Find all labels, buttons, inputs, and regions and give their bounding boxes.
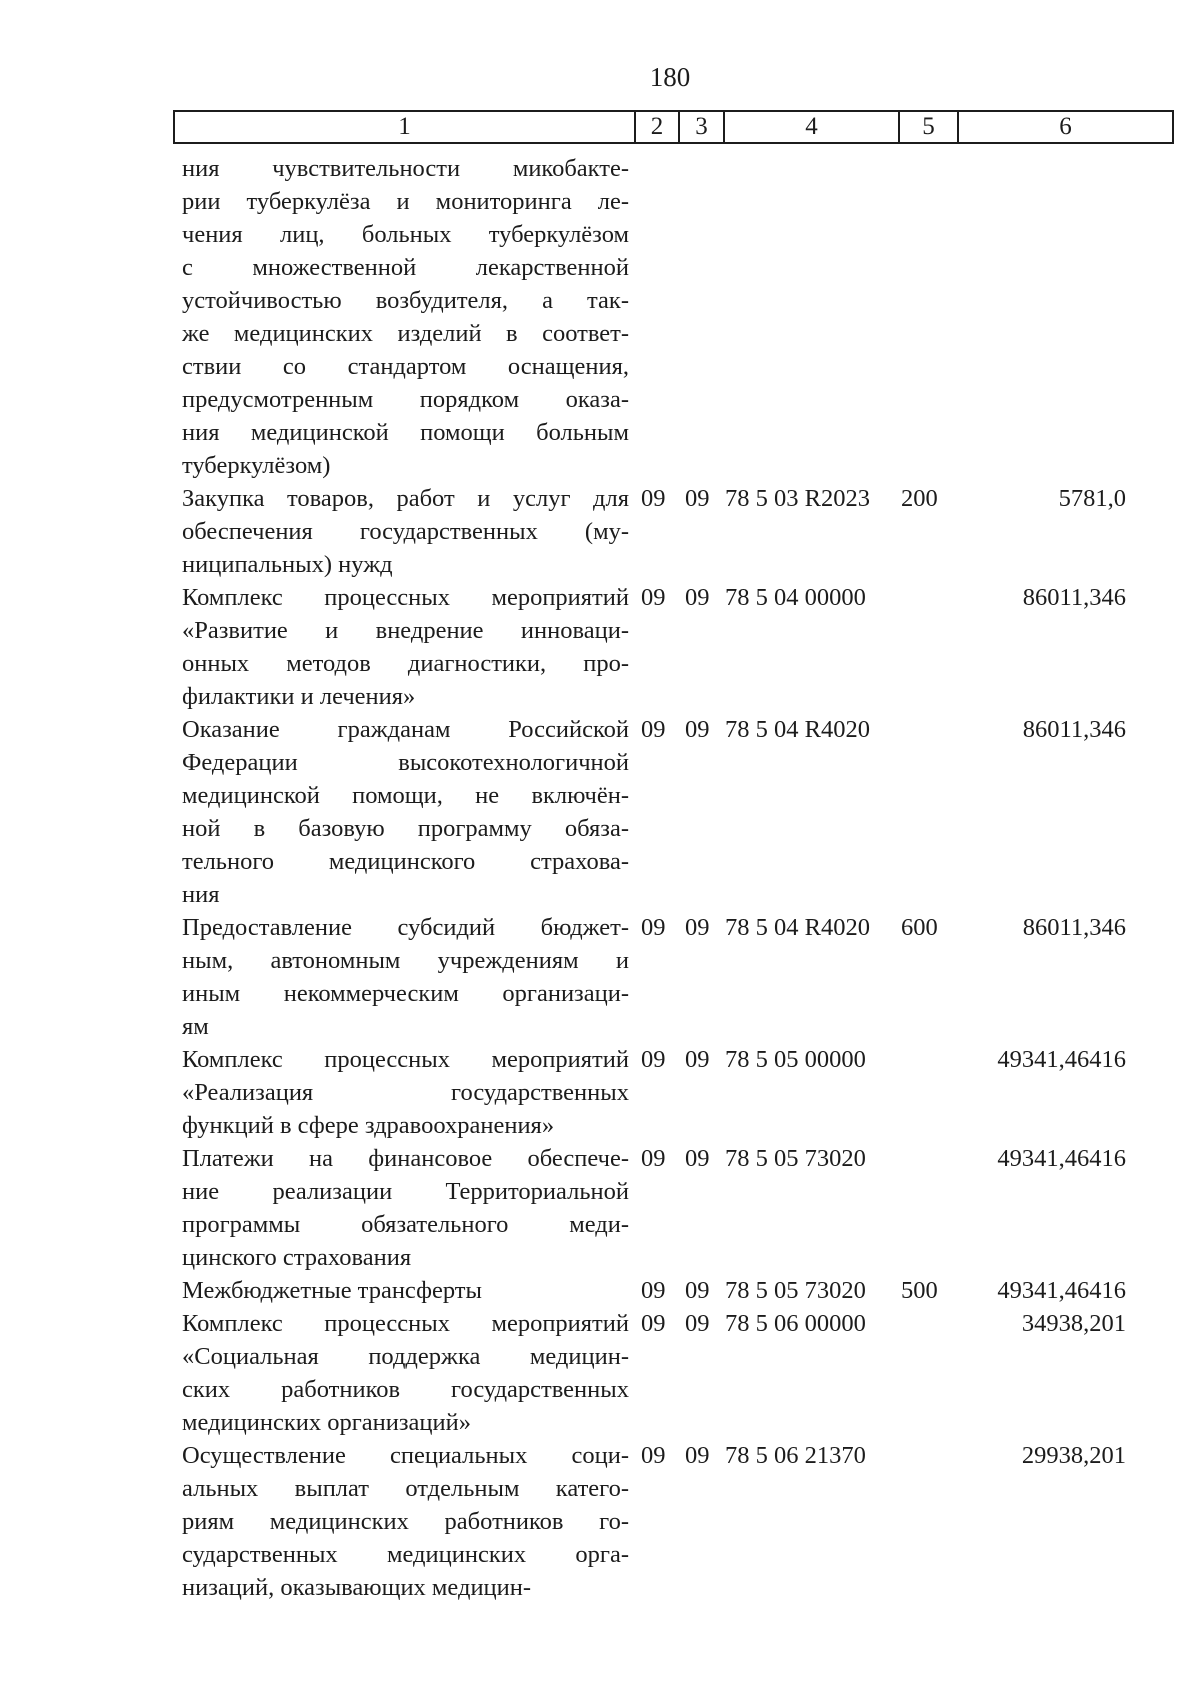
amount: 86011,346 bbox=[1022, 584, 1126, 611]
description-line: Осуществление специальных соци- bbox=[182, 1442, 629, 1469]
row-description bbox=[182, 1142, 629, 1274]
subsection-code: 09 bbox=[685, 1145, 710, 1172]
section-code: 09 bbox=[641, 1145, 666, 1172]
expense-type-code bbox=[901, 1307, 961, 1439]
expense-type-code bbox=[901, 1439, 961, 1604]
description-line: ниципальных) нужд bbox=[182, 551, 393, 578]
description-line: ние реализации Территориальной bbox=[182, 1178, 629, 1205]
description-line: Межбюджетные трансферты bbox=[182, 1277, 482, 1304]
subsection-code bbox=[685, 152, 725, 482]
target-article-code: 78 5 05 73020 bbox=[725, 1145, 866, 1172]
row-description bbox=[182, 1274, 629, 1307]
section-code: 09 bbox=[641, 1046, 666, 1073]
description-line: Комплекс процессных мероприятий bbox=[182, 1310, 629, 1337]
target-article-code: 78 5 06 21370 bbox=[725, 1442, 866, 1469]
amount: 86011,346 bbox=[1022, 914, 1126, 941]
description-line: низаций, оказывающих медицин- bbox=[182, 1574, 532, 1601]
description-line: ным, автономным учреждениям и bbox=[182, 947, 629, 974]
description-line: медицинской помощи, не включён- bbox=[182, 782, 629, 809]
description-line: альных выплат отдельным катего- bbox=[182, 1475, 629, 1502]
row-description bbox=[182, 713, 629, 911]
description-line: сударственных медицинских орга- bbox=[182, 1541, 629, 1568]
section-code: 09 bbox=[641, 1310, 666, 1337]
description-line: ния bbox=[182, 881, 220, 908]
description-line: чения лиц, больных туберкулёзом bbox=[182, 221, 629, 248]
table-row bbox=[0, 1043, 1200, 1142]
subsection-code: 09 bbox=[685, 914, 710, 941]
description-line: ния медицинской помощи больным bbox=[182, 419, 629, 446]
description-line: филактики и лечения» bbox=[182, 683, 416, 710]
expense-type-code bbox=[901, 713, 961, 911]
section-code: 09 bbox=[641, 914, 666, 941]
target-article-code: 78 5 04 R4020 bbox=[725, 716, 870, 743]
description-line: риям медицинских работников го- bbox=[182, 1508, 629, 1535]
description-line: Комплекс процессных мероприятий bbox=[182, 584, 629, 611]
column-header-6: 6 bbox=[1059, 113, 1072, 140]
description-line: ния чувствительности микобакте- bbox=[182, 155, 629, 182]
amount: 49341,46416 bbox=[997, 1145, 1126, 1172]
row-description bbox=[182, 152, 629, 482]
page-number: 180 bbox=[649, 62, 691, 92]
description-line: онных методов диагностики, про- bbox=[182, 650, 629, 677]
target-article-code: 78 5 06 00000 bbox=[725, 1310, 866, 1337]
column-header-1: 1 bbox=[175, 112, 636, 142]
table-row bbox=[0, 1274, 1200, 1307]
description-line: ям bbox=[182, 1013, 209, 1040]
table-row bbox=[0, 911, 1200, 1043]
section-code: 09 bbox=[641, 1277, 666, 1304]
section-code bbox=[641, 152, 685, 482]
description-line: Платежи на финансовое обеспече- bbox=[182, 1145, 629, 1172]
expense-type-code bbox=[901, 581, 961, 713]
amount: 29938,201 bbox=[1021, 1442, 1126, 1469]
expense-type-code bbox=[901, 1043, 961, 1142]
amount: 86011,346 bbox=[1022, 716, 1126, 743]
description-line: ствии со стандартом оснащения, bbox=[182, 353, 629, 380]
table-row bbox=[0, 152, 1200, 482]
description-line: рии туберкулёза и мониторинга ле- bbox=[182, 188, 629, 215]
table-row bbox=[0, 1307, 1200, 1439]
description-line: цинского страхования bbox=[182, 1244, 412, 1271]
amount: 5781,0 bbox=[1058, 485, 1126, 512]
table-row bbox=[0, 482, 1200, 581]
column-header-2: 2 bbox=[636, 112, 680, 142]
description-line: с множественной лекарственной bbox=[182, 254, 629, 281]
description-line: Предоставление субсидий бюджет- bbox=[182, 914, 629, 941]
amount bbox=[956, 152, 1126, 482]
expense-type-code: 200 bbox=[901, 485, 938, 512]
target-article-code: 78 5 05 00000 bbox=[725, 1046, 866, 1073]
subsection-code: 09 bbox=[685, 1310, 710, 1337]
amount: 49341,46416 bbox=[997, 1046, 1126, 1073]
row-description bbox=[182, 482, 629, 581]
row-description bbox=[182, 911, 629, 1043]
expense-type-code bbox=[901, 1142, 961, 1274]
subsection-code: 09 bbox=[685, 716, 710, 743]
subsection-code: 09 bbox=[685, 1046, 710, 1073]
description-line: туберкулёзом) bbox=[182, 452, 331, 479]
row-description bbox=[182, 1439, 629, 1604]
description-line: программы обязательного меди- bbox=[182, 1211, 629, 1238]
target-article-code: 78 5 05 73020 bbox=[725, 1277, 866, 1304]
subsection-code: 09 bbox=[685, 1277, 710, 1304]
description-line: ских работников государственных bbox=[182, 1376, 629, 1403]
description-line: «Реализация государственных bbox=[182, 1079, 629, 1106]
description-line: обеспечения государственных (му- bbox=[182, 518, 629, 545]
row-description bbox=[182, 1043, 629, 1142]
row-description bbox=[182, 1307, 629, 1439]
expense-type-code bbox=[901, 152, 961, 482]
section-code: 09 bbox=[641, 716, 666, 743]
description-line: «Развитие и внедрение инноваци- bbox=[182, 617, 629, 644]
description-line: функций в сфере здравоохранения» bbox=[182, 1112, 555, 1139]
description-line: ной в базовую программу обяза- bbox=[182, 815, 629, 842]
section-code: 09 bbox=[641, 584, 666, 611]
expense-type-code: 500 bbox=[901, 1277, 938, 1304]
column-header-3: 3 bbox=[680, 112, 725, 142]
table-row bbox=[0, 1142, 1200, 1274]
description-line: предусмотренным порядком оказа- bbox=[182, 386, 629, 413]
target-article-code: 78 5 04 00000 bbox=[725, 584, 866, 611]
description-line: «Социальная поддержка медицин- bbox=[182, 1343, 629, 1370]
table-row bbox=[0, 1439, 1200, 1604]
table-row bbox=[0, 713, 1200, 911]
description-line: иным некоммерческим организаци- bbox=[182, 980, 629, 1007]
description-line: тельного медицинского страхова- bbox=[182, 848, 629, 875]
section-code: 09 bbox=[641, 1442, 666, 1469]
target-article-code bbox=[725, 152, 898, 482]
budget-table-body bbox=[0, 152, 1200, 1604]
column-header-5: 5 bbox=[900, 112, 959, 142]
table-row bbox=[0, 581, 1200, 713]
row-description bbox=[182, 581, 629, 713]
description-line: медицинских организаций» bbox=[182, 1409, 472, 1436]
expense-type-code: 600 bbox=[901, 914, 938, 941]
description-line: же медицинских изделий в соответ- bbox=[182, 320, 629, 347]
subsection-code: 09 bbox=[685, 485, 710, 512]
column-header-row bbox=[173, 110, 1174, 144]
column-header-4: 4 bbox=[725, 112, 900, 142]
description-line: Закупка товаров, работ и услуг для bbox=[182, 485, 629, 512]
description-line: устойчивостью возбудителя, а так- bbox=[182, 287, 629, 314]
description-line: Федерации высокотехнологичной bbox=[182, 749, 629, 776]
section-code: 09 bbox=[641, 485, 666, 512]
subsection-code: 09 bbox=[685, 584, 710, 611]
target-article-code: 78 5 04 R4020 bbox=[725, 914, 870, 941]
target-article-code: 78 5 03 R2023 bbox=[725, 485, 870, 512]
amount: 34938,201 bbox=[1021, 1310, 1126, 1337]
amount: 49341,46416 bbox=[997, 1277, 1126, 1304]
description-line: Оказание гражданам Российской bbox=[182, 716, 629, 743]
subsection-code: 09 bbox=[685, 1442, 710, 1469]
description-line: Комплекс процессных мероприятий bbox=[182, 1046, 629, 1073]
